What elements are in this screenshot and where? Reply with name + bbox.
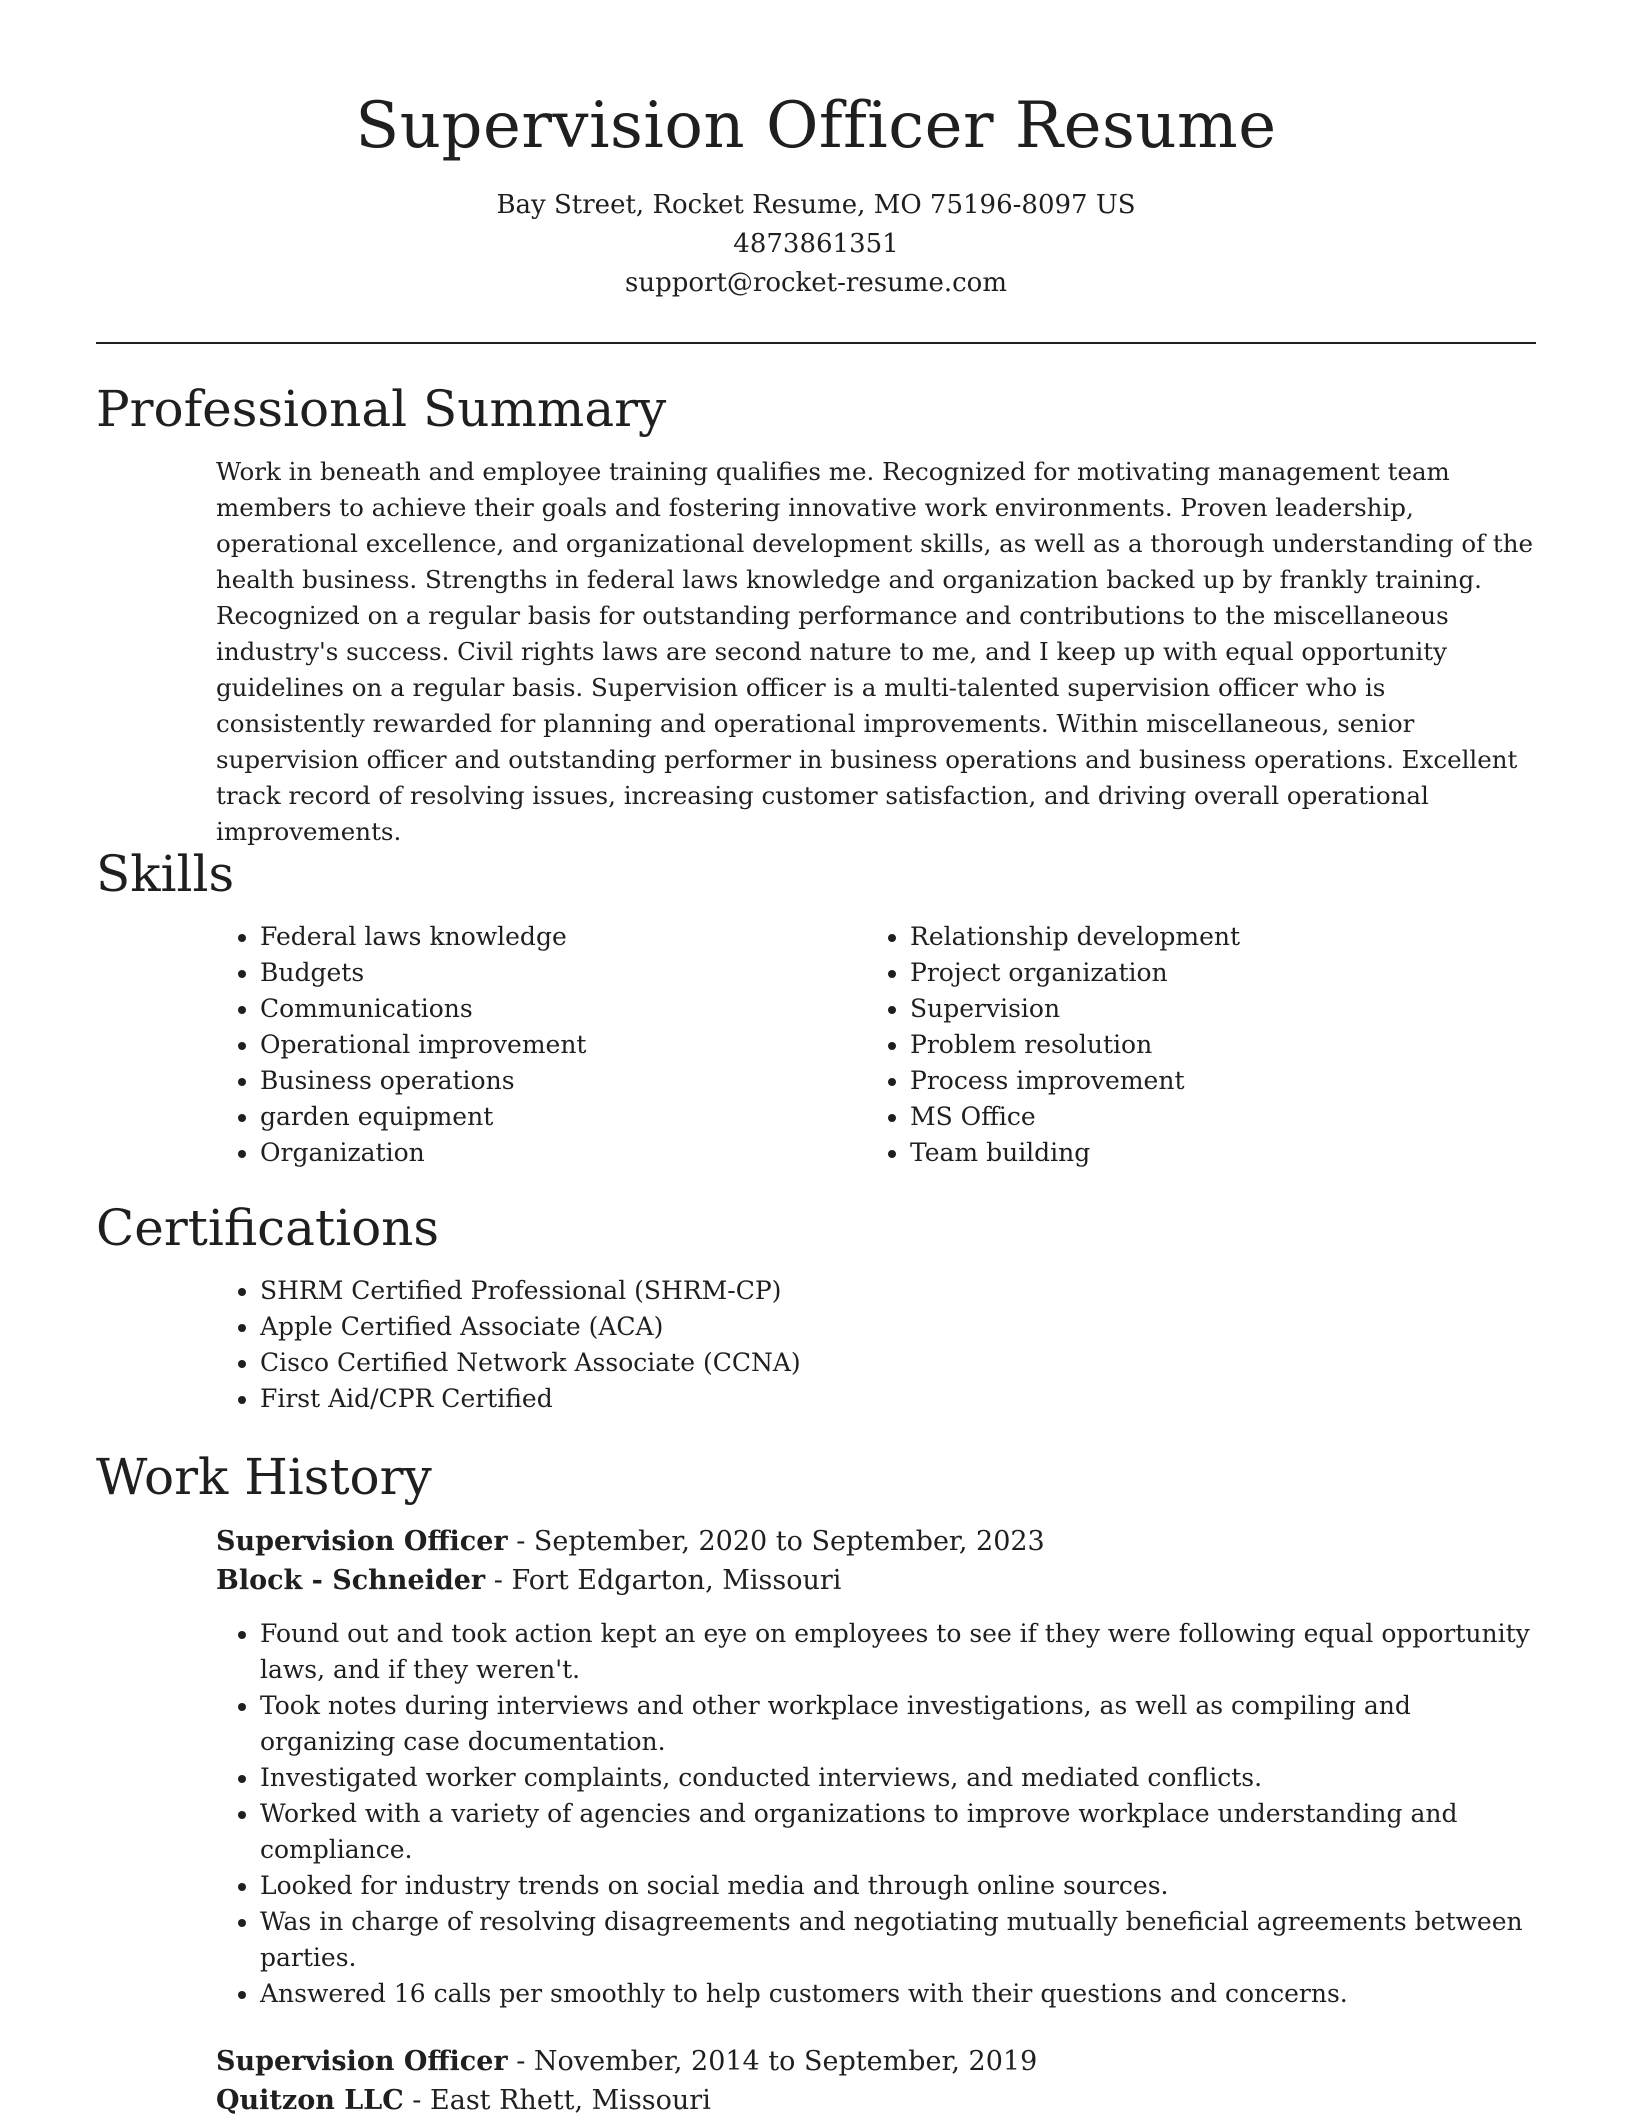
- job-title-line: [216, 1522, 1536, 1561]
- skills-column-right: [866, 919, 1516, 1171]
- job-bullet: • Was in charge of resolving disagreements and negotiating mutually beneficial agreements between parties.: [260, 1904, 1536, 1976]
- skill-item: • Federal laws knowledge: [260, 919, 866, 955]
- certifications-section: [96, 1197, 1536, 1417]
- skill-item: • Supervision: [910, 991, 1516, 1027]
- certifications-heading: Certifications: [96, 1199, 440, 1257]
- job-title: Supervision Officer: [216, 1526, 508, 1557]
- skill-item: • Process improvement: [910, 1063, 1516, 1099]
- job-location: - East Rhett, Missouri: [403, 2085, 711, 2116]
- contact-phone: 4873861351: [733, 229, 899, 259]
- summary-heading: Professional Summary: [96, 380, 667, 438]
- certifications-list: [216, 1273, 1536, 1417]
- job-dates: - September, 2020 to September, 2023: [507, 1526, 1045, 1557]
- skills-list-right: [866, 919, 1516, 1171]
- skill-item: • Communications: [260, 991, 866, 1027]
- job-title: Supervision Officer: [216, 2046, 508, 2077]
- summary-text: Work in beneath and employee training qualifies me. Recognized for motivating management team members to achieve their goals and fostering innovative work environments. Proven leadership, operational excellence, and organizational development skills, as well as a thorough understanding of the health business. Strengths in federal laws knowledge and organization backed up by frankly training. Recognized on a regular basis for outstanding performance and contributions to the miscellaneous industry's success. Civil rights laws are second nature to me, and I keep up with equal opportunity guidelines on a regular basis. Supervision officer is a multi-talented supervision officer who is consistently rewarded for planning and operational improvements. Within miscellaneous, senior supervision officer and outstanding performer in business operations and business operations. Excellent track record of resolving issues, increasing customer satisfaction, and driving overall operational improvements.: [216, 457, 1534, 846]
- skill-item: • Project organization: [910, 955, 1516, 991]
- skill-item: • Team building: [910, 1135, 1516, 1171]
- job-bullet: • Found out and took action kept an eye on employees to see if they were following equal opportunity laws, and if they weren't.: [260, 1616, 1536, 1688]
- skills-heading: Skills: [96, 845, 235, 903]
- certification-item: • SHRM Certified Professional (SHRM-CP): [260, 1273, 1536, 1309]
- skills-grid: [216, 919, 1536, 1171]
- skills-column-left: [216, 919, 866, 1171]
- skill-item: • Relationship development: [910, 919, 1516, 955]
- skills-section: [96, 843, 1536, 1171]
- skill-item: • Budgets: [260, 955, 866, 991]
- skill-item: • MS Office: [910, 1099, 1516, 1135]
- job-company-line: [216, 1561, 1536, 1600]
- work-history-heading: Work History: [96, 1448, 432, 1506]
- job-entry: [216, 1522, 1536, 2012]
- skill-item: • Business operations: [260, 1063, 866, 1099]
- skill-item: • Problem resolution: [910, 1027, 1516, 1063]
- job-location: - Fort Edgarton, Missouri: [485, 1565, 842, 1596]
- job-bullet: • Took notes during interviews and other workplace investigations, as well as compiling and organizing case documentation.: [260, 1688, 1536, 1760]
- work-history-section: [96, 1446, 1536, 2120]
- skills-list-left: [216, 919, 866, 1171]
- job-bullets: [216, 1616, 1536, 2012]
- job-bullet: • Answered 16 calls per smoothly to help customers with their questions and concerns.: [260, 1976, 1536, 2012]
- summary-section: [96, 378, 1536, 850]
- skill-item: • Operational improvement: [260, 1027, 866, 1063]
- job-bullet: • Worked with a variety of agencies and organizations to improve workplace understanding and compliance.: [260, 1796, 1536, 1868]
- contact-block: [0, 186, 1632, 303]
- job-company: Block - Schneider: [216, 1565, 486, 1596]
- contact-address: Bay Street, Rocket Resume, MO 75196-8097 US: [496, 190, 1136, 220]
- header-divider: [96, 342, 1536, 344]
- job-title-line: [216, 2042, 1536, 2081]
- skill-item: • garden equipment: [260, 1099, 866, 1135]
- job-entry: [216, 2042, 1536, 2120]
- job-company: Quitzon LLC: [216, 2085, 404, 2116]
- contact-email: support@rocket-resume.com: [624, 268, 1007, 298]
- certifications-body: [216, 1273, 1536, 1417]
- resume-header: [0, 0, 1632, 303]
- resume-title: Supervision Officer Resume: [355, 89, 1277, 163]
- certification-item: • First Aid/CPR Certified: [260, 1381, 1536, 1417]
- certification-item: • Cisco Certified Network Associate (CCNA): [260, 1345, 1536, 1381]
- skill-item: • Organization: [260, 1135, 866, 1171]
- job-dates: - November, 2014 to September, 2019: [507, 2046, 1038, 2077]
- certification-item: • Apple Certified Associate (ACA): [260, 1309, 1536, 1345]
- job-company-line: [216, 2081, 1536, 2120]
- job-bullet: • Looked for industry trends on social media and through online sources.: [260, 1868, 1536, 1904]
- job-bullet: • Investigated worker complaints, conducted interviews, and mediated conflicts.: [260, 1760, 1536, 1796]
